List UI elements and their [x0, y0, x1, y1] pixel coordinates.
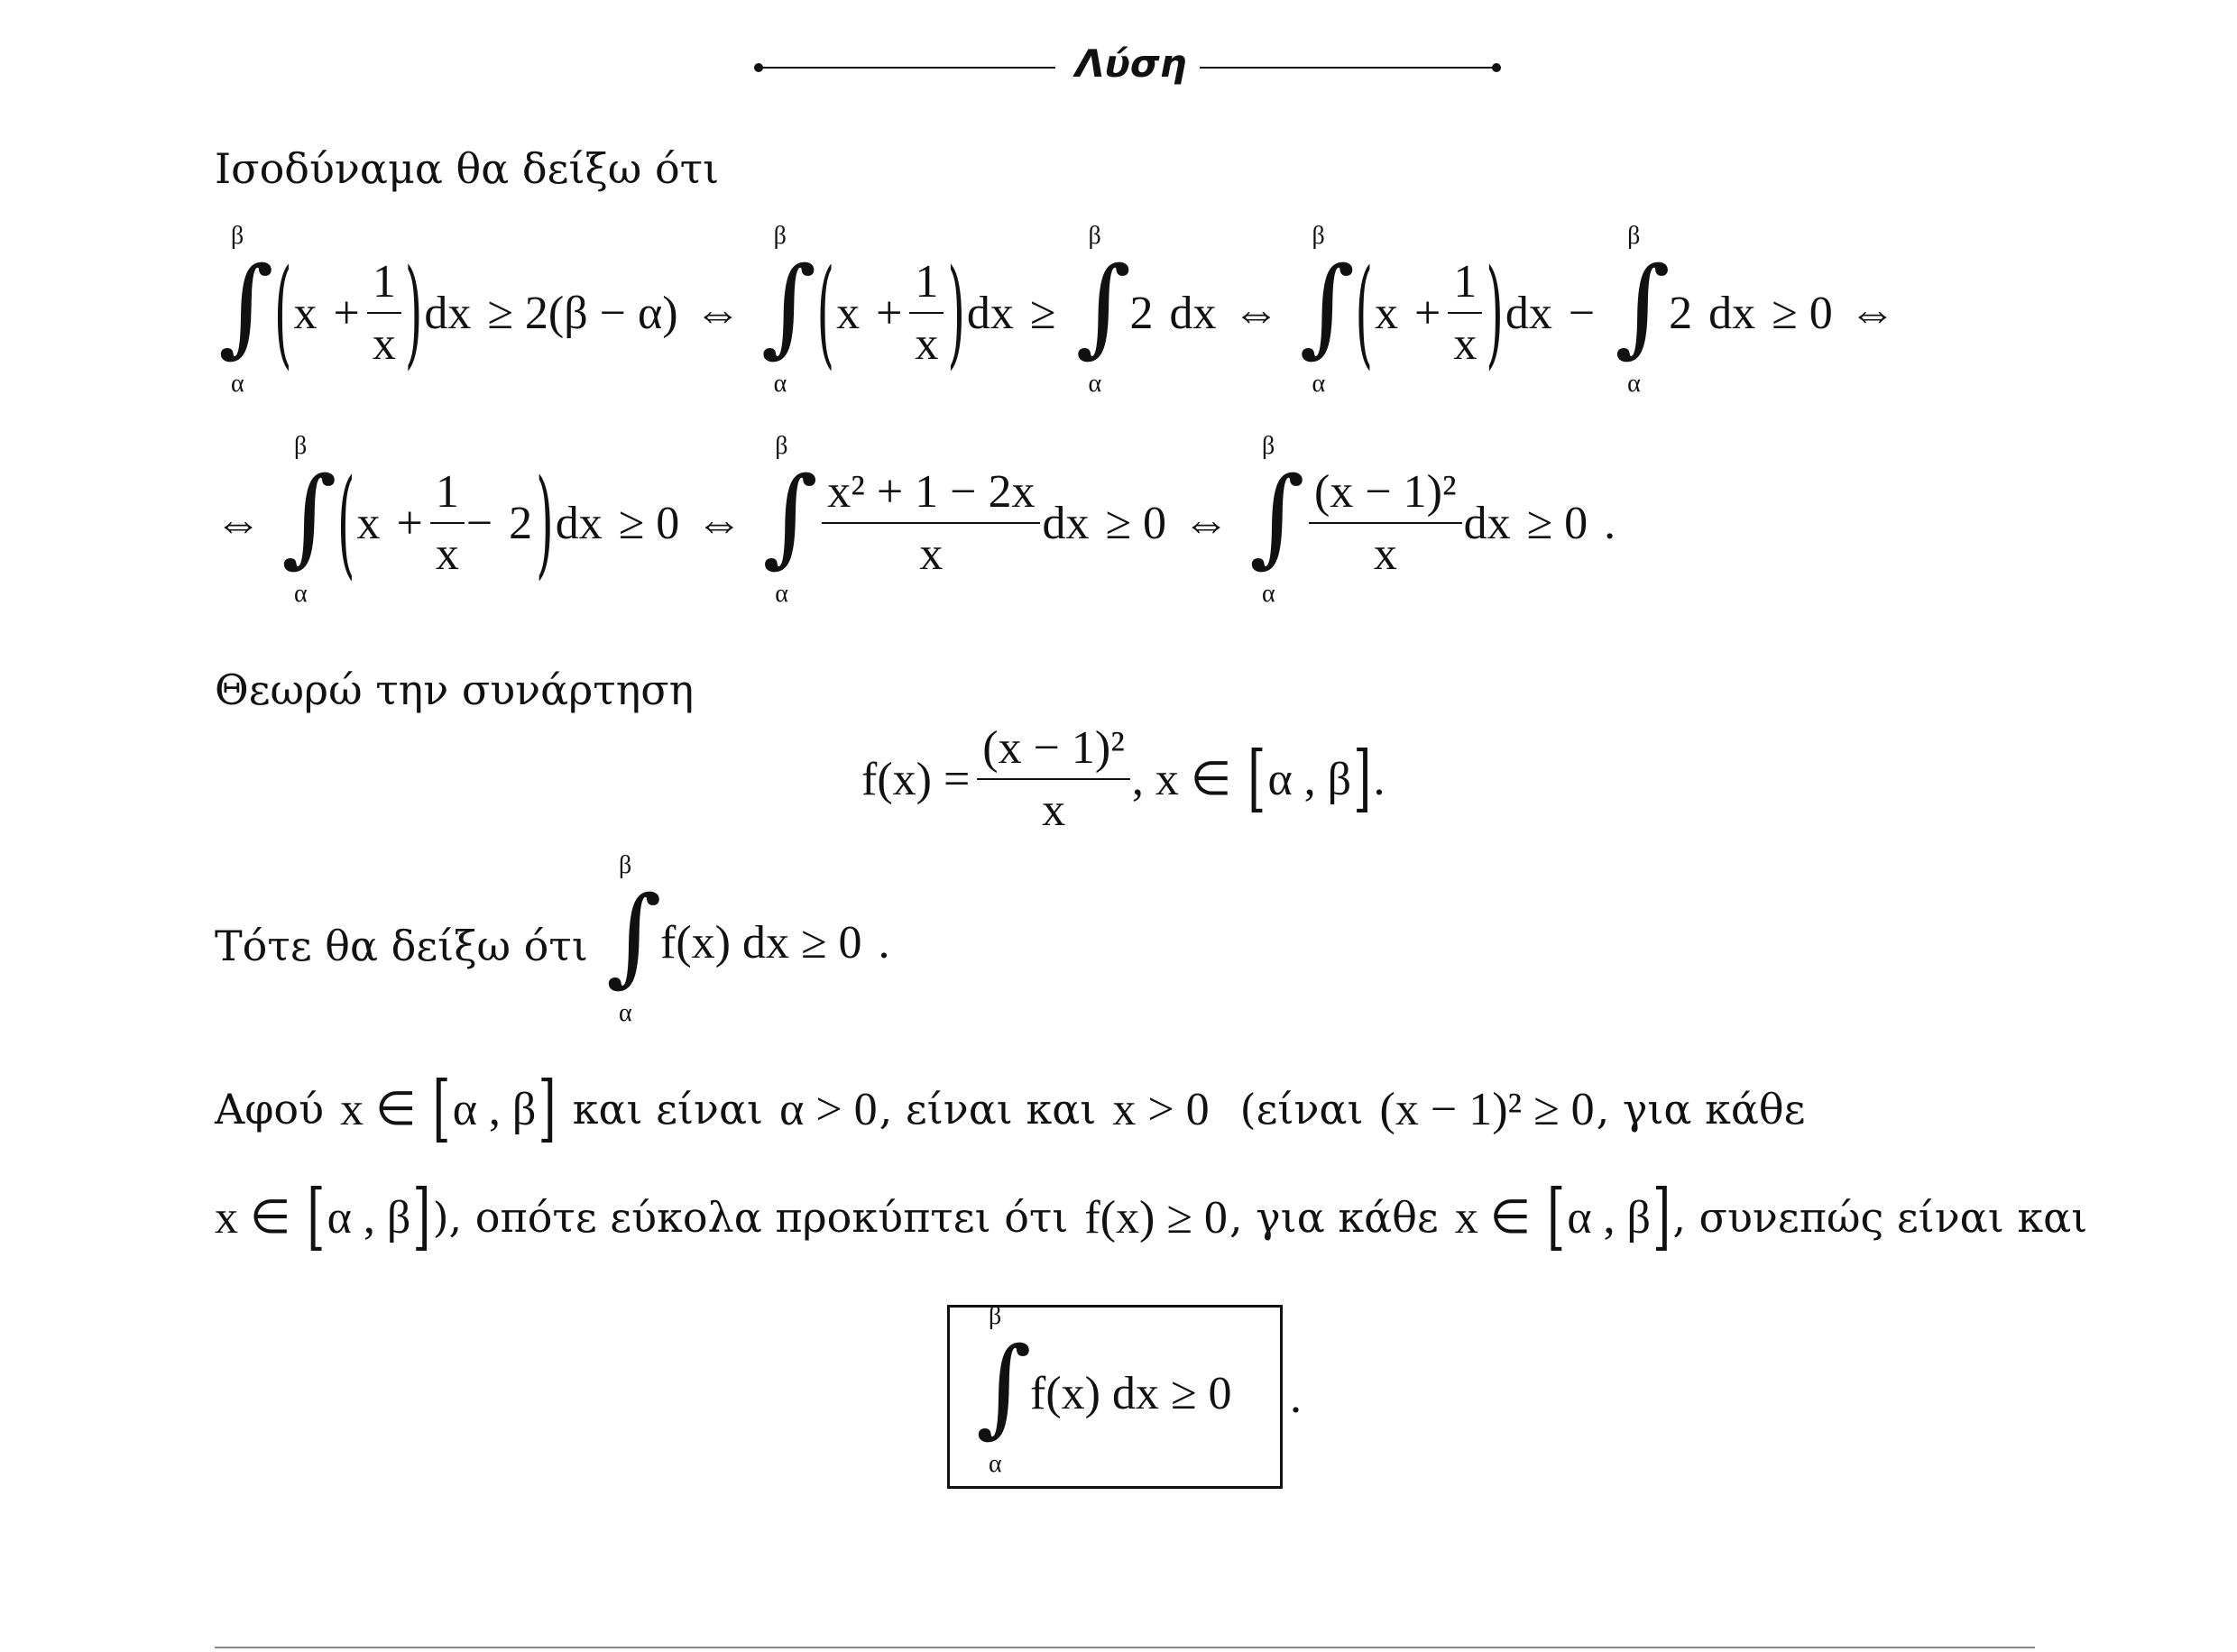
title-right-dot — [1492, 63, 1501, 72]
equation-line-2: ⇔ ∫ β α ( x + $\frac{1}{x}$ − 2 ) dx ≥ 0 ⇔ ∫ β α $\frac{\text{x² + 1 − 2x}}{x}$ dx ≥ 0 ⇔ ∫ β α $\frac{\text{(x − 1)²}}{x}$ dx ≥ 0 . — [215, 432, 1616, 608]
intro-sentence: Ισοδύναμα θα δείξω ότι — [215, 144, 720, 193]
fraction-1-over-x: $\frac{1}{x}$ — [367, 255, 401, 371]
integral-9: ∫ β α — [606, 851, 662, 1027]
integral-5: ∫ β α — [1615, 222, 1671, 398]
fraction-quadratic: $\frac{\text{x² + 1 − 2x}}{x}$ — [822, 465, 1040, 581]
function-definition: f(x) = $\frac{\text{(x − 1)²}}{x}$ , x ∈ [ α , β ] . — [861, 722, 1385, 836]
boxed-result: ∫ β α f(x) dx ≥ 0 — [972, 1317, 1234, 1470]
integral-6: ∫ β α — [281, 432, 337, 608]
equation-line-1: ∫ β α ( x + $\frac{1}{x}$ ) dx ≥ 2(β − α) ⇔ ∫ β α ( x + $\frac{1}{x}$ ) dx ≥ ∫ β α 2 dx ⇔ ∫ β α ( x + $\frac{1}{x}$ ) dx − ∫ β α 2 dx ≥ 0 ⇔ — [215, 236, 1898, 390]
argument-line-1: Αφού x ∈ [ α , β ] και είναι α > 0 , είναι και x > 0 (είναι (x − 1)² ≥ 0 , για κάθε — [215, 1067, 1806, 1152]
integral-4: ∫ β α — [1299, 222, 1355, 398]
integral-7: ∫ β α — [762, 432, 818, 608]
goal-sentence: Τότε θα δείξω ότι — [215, 922, 588, 970]
page-bottom-rule — [215, 1647, 2035, 1648]
integral-2: ∫ β α — [760, 222, 817, 398]
result-period: . — [1290, 1372, 1302, 1423]
function-sentence: Θεωρώ την συνάρτηση — [215, 665, 695, 714]
section-title: Λύση — [1075, 41, 1187, 86]
goal-integral: ∫ β α f(x) dx ≥ 0 . — [603, 866, 892, 1019]
title-right-rule — [1200, 67, 1497, 69]
argument-line-2: x ∈ [ α , β ] ), οπότε εύκολα προκύπτει ότι f(x) ≥ 0 , για κάθε x ∈ [ α , β ] , συνεπώς είναι και — [215, 1175, 2088, 1260]
integral-8: ∫ β α — [1249, 432, 1305, 608]
title-left-rule — [758, 67, 1055, 69]
integral-3: ∫ β α — [1075, 222, 1131, 398]
fraction-square: $\frac{\text{(x − 1)²}}{x}$ — [1309, 465, 1462, 581]
integral-1: ∫ β α — [218, 222, 274, 398]
integral-10: ∫ β α — [976, 1302, 1032, 1478]
